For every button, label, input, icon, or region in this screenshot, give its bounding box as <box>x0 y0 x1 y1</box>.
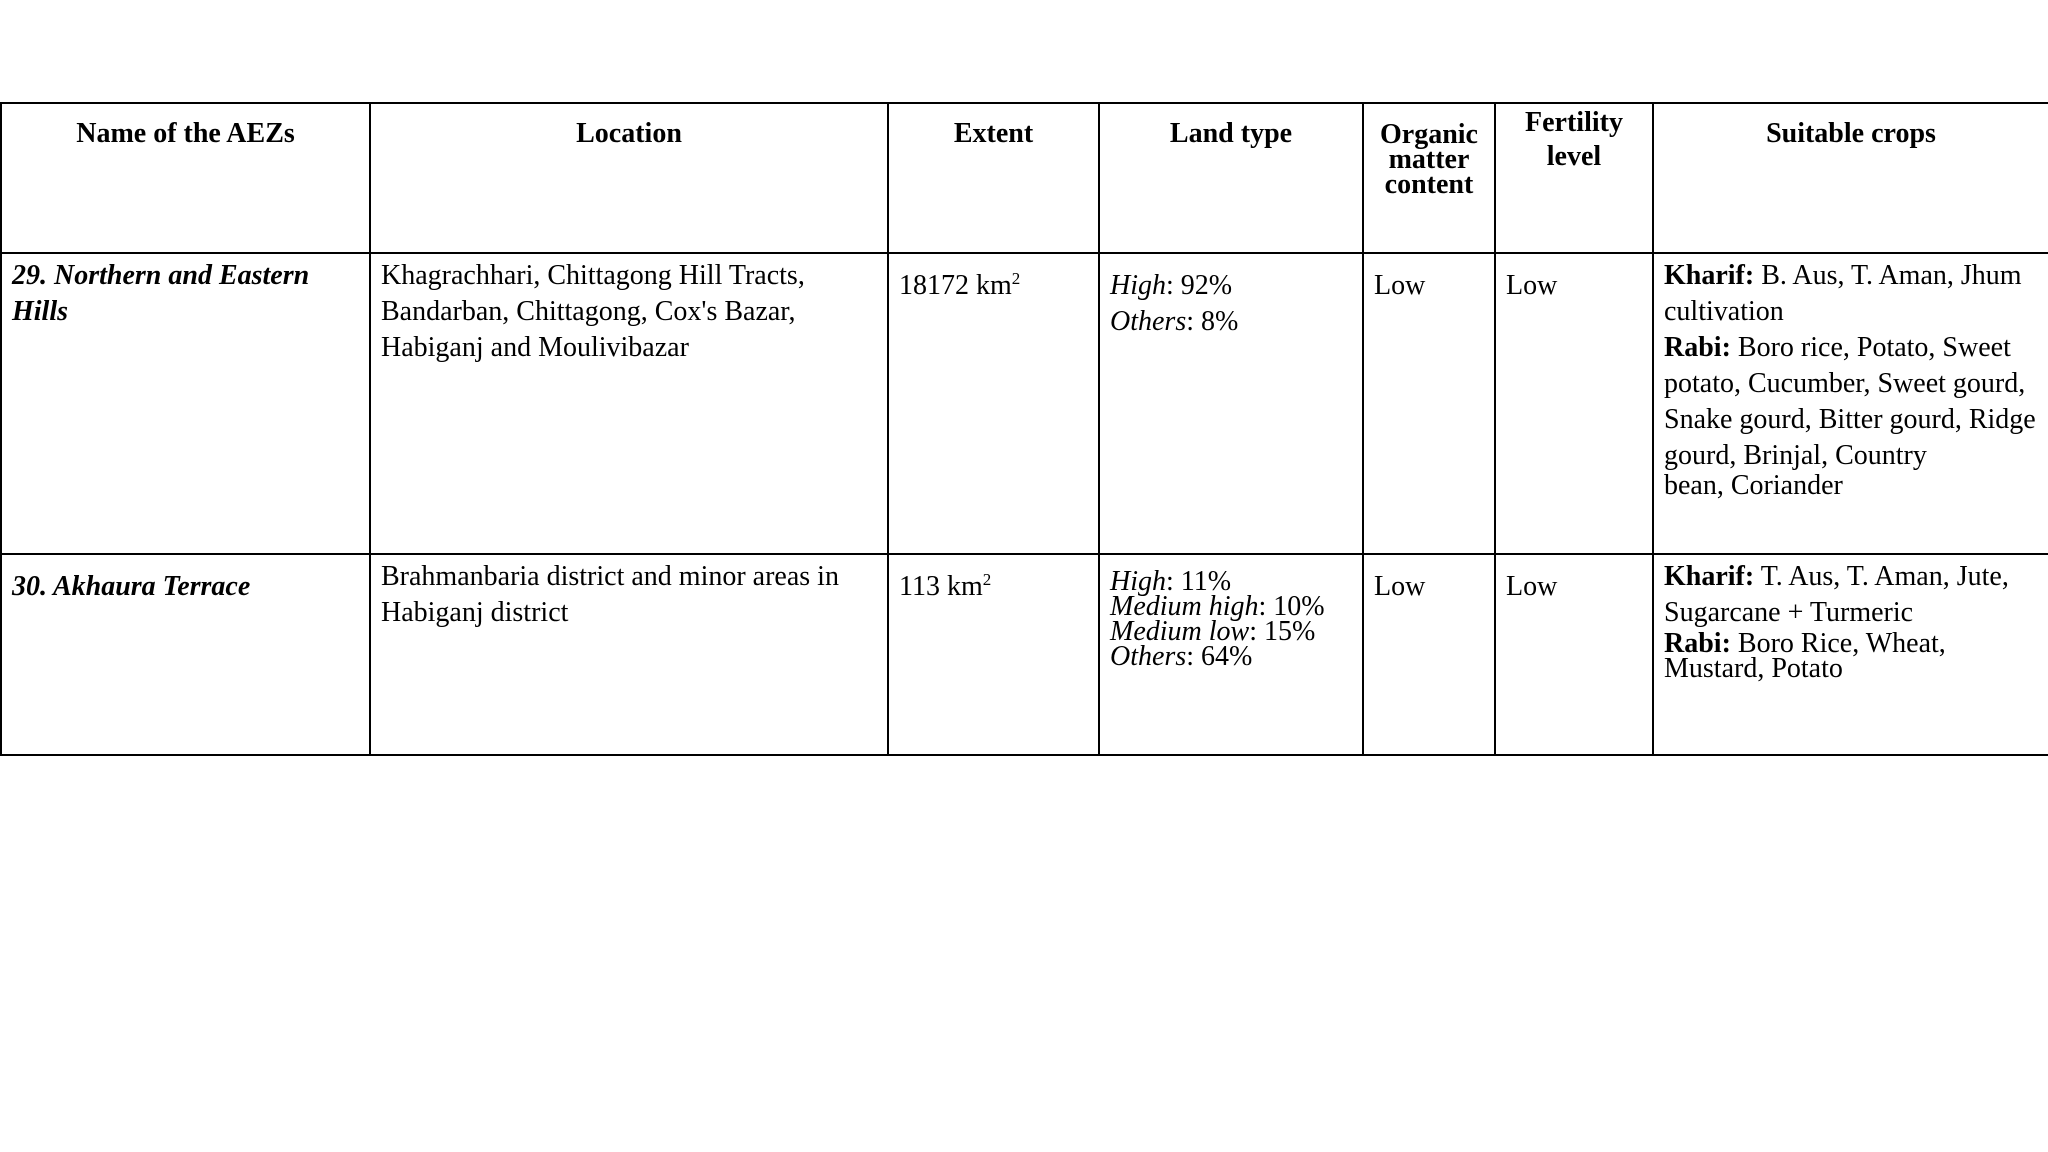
rabi-list-continued: bean, Coriander <box>1664 470 1843 501</box>
aez-table <box>0 102 2048 756</box>
table-body <box>1 253 2048 755</box>
aez-name-cell: 29. Northern and Eastern Hills <box>1 253 370 554</box>
header-fertility-line-1: Fertility <box>1525 107 1623 138</box>
kharif-crops <box>1664 559 2038 631</box>
extent-value: 113 km <box>899 571 983 602</box>
location-cell: Khagrachhari, Chittagong Hill Tracts, Bandarban, Chittagong, Cox's Bazar, Habiganj and Moulivibazar <box>370 253 888 554</box>
rabi-list: Boro rice, Potato, Sweet potato, Cucumber, Sweet gourd, Snake gourd, Bitter gourd, Ridge gourd, Brinjal, Country <box>1664 332 2036 471</box>
land-type-label: Others <box>1110 641 1187 672</box>
table-row <box>1 554 2048 755</box>
fertility-cell: Low <box>1495 554 1653 755</box>
kharif-label: Kharif: <box>1664 561 1755 592</box>
header-location: Location <box>370 103 888 253</box>
header-row <box>1 103 2048 253</box>
location-cell: Brahmanbaria district and minor areas in Habiganj district <box>370 554 888 755</box>
suitable-crops-cell <box>1653 554 2048 755</box>
table-header <box>1 103 2048 253</box>
rabi-crops <box>1664 628 2038 684</box>
rabi-label: Rabi: <box>1664 332 1731 363</box>
land-type-label: Medium low <box>1110 616 1250 647</box>
extent-cell <box>888 253 1099 554</box>
land-type-cell <box>1099 554 1363 755</box>
header-fertility-line-2: level <box>1546 141 1602 172</box>
land-type-cell <box>1099 253 1363 554</box>
land-type-value: : 10% <box>1258 591 1325 622</box>
land-type-value: : 11% <box>1166 566 1232 597</box>
fertility-cell: Low <box>1495 253 1653 554</box>
kharif-label: Kharif: <box>1664 260 1755 291</box>
land-type-value: : 15% <box>1249 616 1316 647</box>
land-type-value: : 8% <box>1186 306 1239 337</box>
land-type-value: : 92% <box>1166 270 1233 301</box>
organic-matter-cell: Low <box>1363 554 1495 755</box>
land-type-entry <box>1110 268 1352 304</box>
header-extent: Extent <box>888 103 1099 253</box>
kharif-list: T. Aus, T. Aman, Jute, Sugarcane + Turmeric <box>1664 561 2009 628</box>
extent-cell <box>888 554 1099 755</box>
kharif-list: B. Aus, T. Aman, Jhum cultivation <box>1664 260 2022 327</box>
rabi-label: Rabi: <box>1664 628 1731 659</box>
land-type-entry <box>1110 641 1352 672</box>
header-name: Name of the AEZs <box>1 103 370 253</box>
rabi-crops <box>1664 330 2038 474</box>
extent-superscript: 2 <box>1011 269 1021 288</box>
extent-value: 18172 km <box>899 270 1012 301</box>
header-organic-line-3: content <box>1384 169 1474 200</box>
organic-matter-cell: Low <box>1363 253 1495 554</box>
suitable-crops-cell <box>1653 253 2048 554</box>
land-type-entry <box>1110 304 1352 340</box>
kharif-crops <box>1664 258 2038 330</box>
header-organic-matter <box>1363 103 1495 253</box>
extent-superscript: 2 <box>982 570 992 589</box>
header-fertility <box>1495 103 1653 253</box>
table-row <box>1 253 2048 554</box>
header-organic-line-2: matter <box>1388 144 1470 175</box>
header-suitable-crops: Suitable crops <box>1653 103 2048 253</box>
header-organic-line-1: Organic <box>1380 119 1478 150</box>
aez-name-cell: 30. Akhaura Terrace <box>1 554 370 755</box>
land-type-label: High <box>1110 270 1166 301</box>
rabi-list: Boro Rice, Wheat, Mustard, Potato <box>1664 628 1946 684</box>
header-land-type: Land type <box>1099 103 1363 253</box>
land-type-label: Others <box>1110 306 1187 337</box>
land-type-label: High <box>1110 566 1166 597</box>
land-type-value: : 64% <box>1186 641 1253 672</box>
land-type-label: Medium high <box>1110 591 1259 622</box>
